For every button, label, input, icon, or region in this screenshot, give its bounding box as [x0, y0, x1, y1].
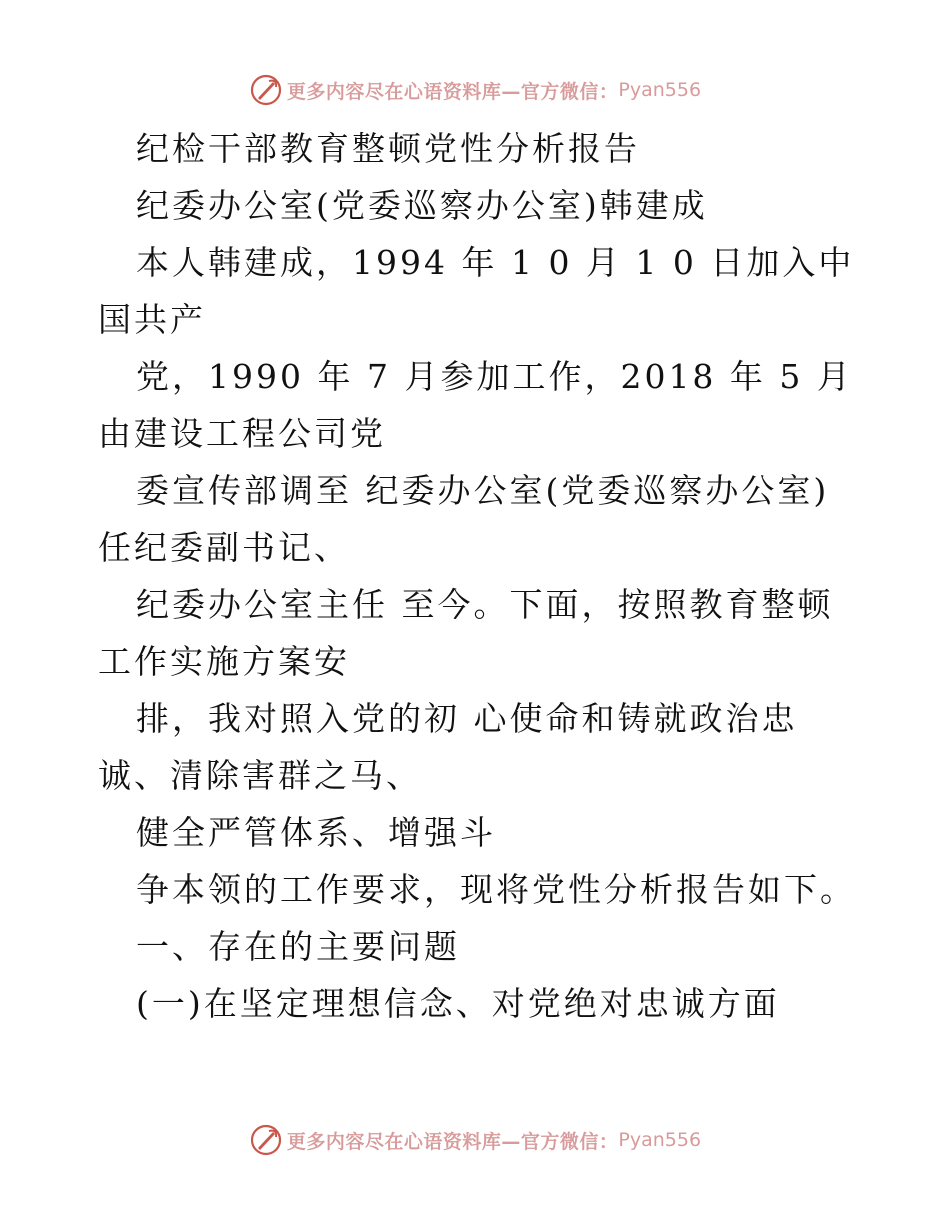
watermark-header [0, 70, 950, 110]
document-paragraph-2: 党，1990 年 7 月参加工作，2018 年 5 月由建设工程公司党 [98, 357, 853, 453]
subsection-heading: (一)在坚定理想信念、对党绝对忠诚方面 [136, 984, 780, 1023]
document-paragraph-5: 排，我对照入党的初 心使命和铸就政治忠诚、清除害群之马、 [98, 699, 798, 795]
document-paragraph-6: 健全严管体系、增强斗 [136, 813, 496, 852]
watermark-wechat-id: Pyan556 [618, 79, 702, 101]
quill-logo-icon [249, 73, 283, 107]
watermark-site-text: 更多内容尽在心语资料库—官方微信： [286, 80, 619, 103]
document-body [98, 120, 858, 1032]
document-author-line: 纪委办公室(党委巡察办公室)韩建成 [136, 186, 708, 225]
document-paragraph-3: 委宣传部调至 纪委办公室(党委巡察办公室)任纪委副书记、 [98, 471, 830, 567]
document-paragraph-4: 纪委办公室主任 至今。下面，按照教育整顿工作实施方案安 [98, 585, 834, 681]
watermark-footer [0, 1120, 950, 1160]
document-title: 纪检干部教育整顿党性分析报告 [136, 129, 640, 168]
document-paragraph-7: 争本领的工作要求，现将党性分析报告如下。 [136, 870, 856, 909]
quill-logo-icon [249, 1123, 283, 1157]
document-paragraph-1: 本人韩建成，1994 年 1 0 月 1 0 日加入中国共产 [98, 243, 855, 339]
watermark-site-text: 更多内容尽在心语资料库—官方微信： [286, 1130, 619, 1153]
section-heading: 一、存在的主要问题 [136, 927, 460, 966]
watermark-wechat-id: Pyan556 [618, 1129, 702, 1151]
